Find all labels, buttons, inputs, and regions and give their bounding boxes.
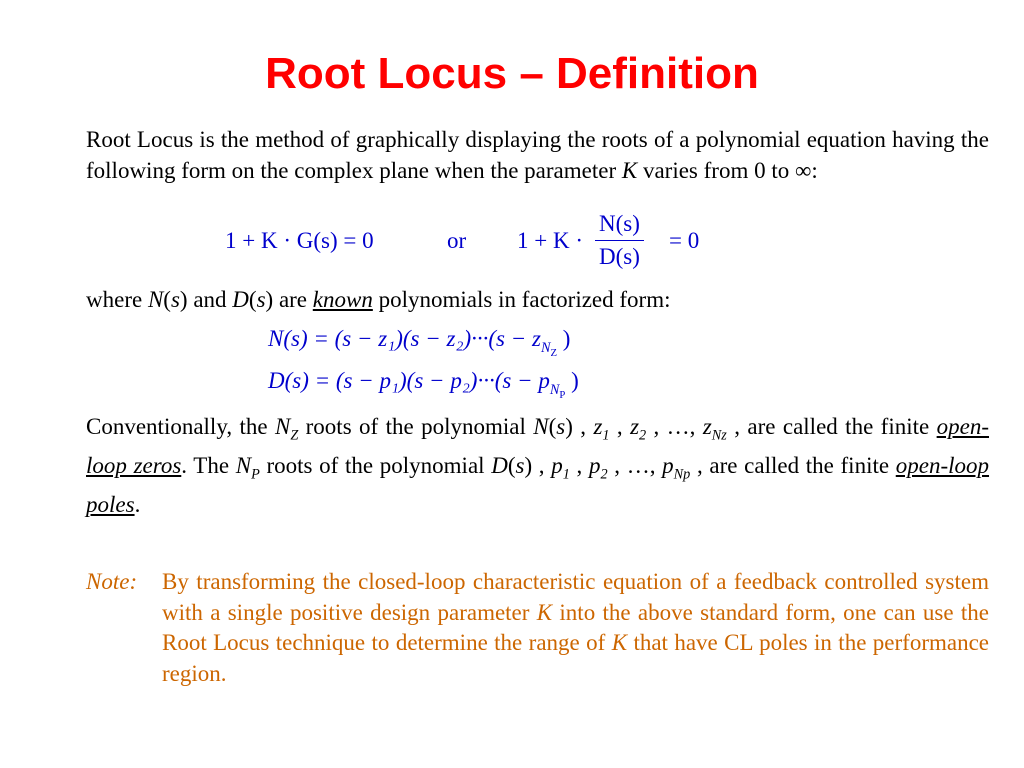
conv-NP: N <box>235 453 252 479</box>
factor-D-text: D(s) = (s − p₁)(s − p₂)···(s − p <box>268 368 550 393</box>
conv-s: s <box>556 414 566 439</box>
where-s-2: s <box>256 287 266 312</box>
note-text-3: that have CL poles in the performance region. <box>162 630 989 686</box>
conv-comma-3: ) , <box>524 453 552 479</box>
conv-NZ-sub: Z <box>290 427 299 444</box>
conv-text-2: roots of the polynomial <box>298 414 534 439</box>
conv-comma-2: , <box>609 414 631 439</box>
where-N: N <box>147 287 164 312</box>
conv-p2: p <box>588 453 601 479</box>
conv-p1-sub: 1 <box>562 466 570 483</box>
conv-NP-sub: P <box>251 466 260 483</box>
equation-left: 1 + K · G(s) = 0 <box>225 228 374 253</box>
intro-K: K <box>621 157 638 183</box>
conv-z1: z <box>593 414 603 439</box>
where-and: ) and <box>179 287 233 312</box>
conv-text-3: , are called the finite <box>726 414 937 439</box>
conventional-paragraph <box>86 412 989 521</box>
conv-z2-sub: 2 <box>639 427 647 444</box>
where-s: s <box>170 287 180 312</box>
conv-comma: ) , <box>565 414 594 439</box>
conv-zNz-sub: Nz <box>711 427 727 444</box>
note-K1: K <box>536 599 553 625</box>
factor-N-text: N(s) = (s − z₁)(s − z₂)···(s − z <box>268 326 541 351</box>
conv-text-5: roots of the polynomial <box>259 453 492 479</box>
denominator-factorization: $D(s) = (s - p_1)(s - p_2)\cdot\cdot\cdot(s - p_{N_P}$ ) <box>268 368 579 401</box>
slide-title: Root Locus – Definition <box>265 49 759 98</box>
conv-zNz: z <box>702 414 712 439</box>
note-text-2: into the above standard form, one can use the Root Locus technique to determine the range of <box>162 599 989 655</box>
equation-right-prefix: 1 + K · <box>517 228 583 253</box>
where-D: D <box>232 287 249 312</box>
fraction-denominator: D(s) <box>599 244 640 269</box>
conv-pNp-sub: Np <box>673 466 691 483</box>
conv-p2-sub: 2 <box>600 466 608 483</box>
where-paren: ( <box>163 287 171 312</box>
where-paragraph <box>86 285 989 316</box>
note-text-1: By transforming the closed-loop characteristic equation of a feedback controlled system with a single positive design parameter <box>162 569 989 625</box>
conv-text-4: . The <box>181 453 236 479</box>
conv-NZ: N <box>274 414 291 439</box>
conv-s-2: s <box>515 453 525 479</box>
conv-paren: ( <box>548 414 557 439</box>
factor-D-sub: N <box>549 381 560 398</box>
conv-comma-4: , <box>569 453 589 479</box>
conv-ellipsis: , …, <box>646 414 703 439</box>
numerator-factorization: $N(s) = (s - z_1)(s - z_2)\cdot\cdot\cdot(s - z_{N_Z}$ ) <box>268 326 571 359</box>
intro-text-2: varies from 0 to ∞: <box>637 157 818 183</box>
where-text: where <box>86 287 148 312</box>
fraction-numerator: N(s) <box>595 210 644 241</box>
intro-text-1: Root Locus is the method of graphically displaying the roots of a polynomial equation having the following form on the complex plane when the parameter <box>86 127 989 183</box>
note-body <box>162 567 989 689</box>
where-are: ) are <box>265 287 313 312</box>
conv-pNp: p <box>662 453 674 479</box>
where-rest: polynomials in factorized form: <box>372 287 671 312</box>
equation-right-suffix: = 0 <box>669 228 700 253</box>
conv-text-6: , are called the finite <box>690 453 896 479</box>
conv-p1: p <box>551 453 563 479</box>
conv-period: . <box>134 492 141 518</box>
open-loop-zeros: open-loop zeros <box>86 414 989 479</box>
where-paren-2: ( <box>248 287 257 312</box>
equation-or: or <box>447 228 467 253</box>
conv-paren-2: ( <box>507 453 516 479</box>
note-label: Note: <box>86 569 138 594</box>
conv-z1-sub: 1 <box>602 427 610 444</box>
conv-ellipsis-2: , …, <box>607 453 663 479</box>
conv-z2: z <box>630 414 640 439</box>
note-K2: K <box>611 630 628 655</box>
conv-N: N <box>533 414 549 439</box>
factor-D-subsub: P <box>559 388 566 401</box>
equation-fraction <box>595 210 644 271</box>
open-loop-poles: open-loop poles <box>86 453 990 518</box>
factor-N-sub: N <box>540 339 551 356</box>
conv-D: D <box>491 453 508 479</box>
intro-paragraph <box>86 125 989 186</box>
conv-text: Conventionally, the <box>86 414 275 439</box>
known-word: known <box>312 287 373 312</box>
factor-N-subsub: Z <box>550 346 557 359</box>
